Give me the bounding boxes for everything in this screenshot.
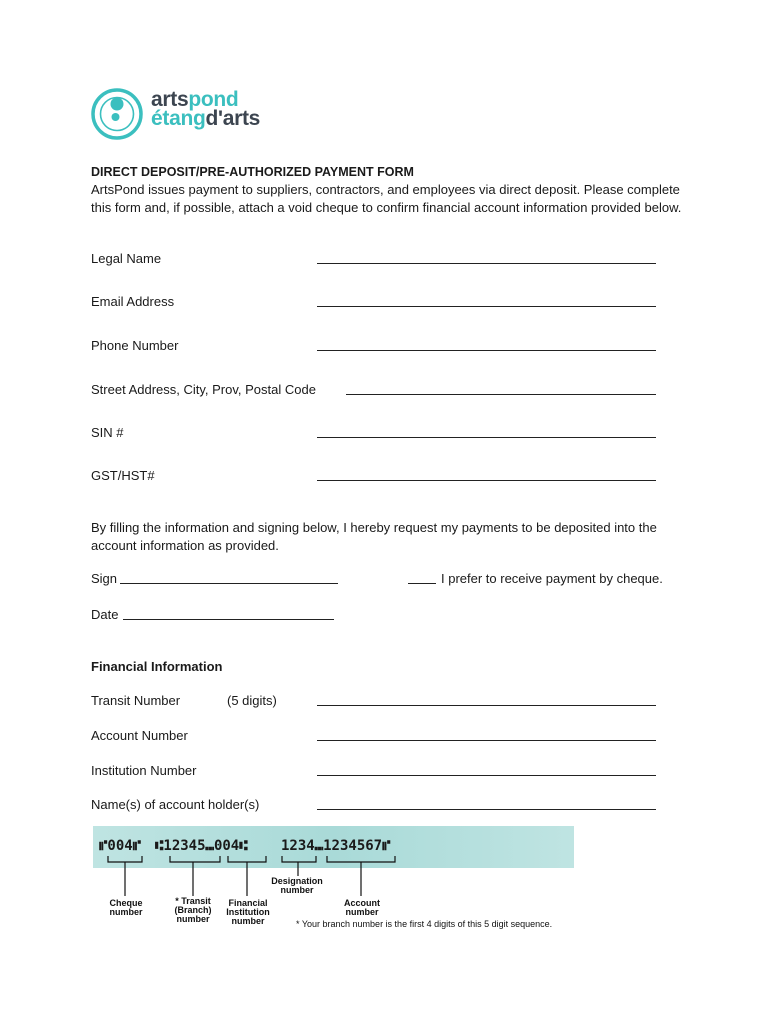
holder-field[interactable] [317, 809, 656, 810]
legal-name-label: Legal Name [91, 251, 162, 266]
account-label: Account Number [91, 728, 188, 743]
transit-label: Transit Number [91, 693, 181, 708]
sin-label: SIN # [91, 425, 124, 440]
holder-label: Name(s) of account holder(s) [91, 797, 260, 812]
form-title: DIRECT DEPOSIT/PRE-AUTHORIZED PAYMENT FORM [91, 165, 414, 179]
sin-field[interactable] [317, 437, 656, 438]
address-field[interactable] [346, 394, 656, 395]
transit-field[interactable] [317, 705, 656, 706]
institution-label: Institution Number [91, 763, 197, 778]
caption-designation-number: Designation number [271, 876, 323, 895]
form-intro: ArtsPond issues payment to suppliers, contractors, and employees via direct deposit. Please complete this form and, if possible, attach a void cheque to confirm financial account information provided below. [91, 182, 682, 215]
date-field[interactable] [123, 619, 334, 620]
account-field[interactable] [317, 740, 656, 741]
cheque-preference-label: I prefer to receive payment by cheque. [441, 571, 663, 586]
branch-footnote: * Your branch number is the first 4 digits of this 5 digit sequence. [296, 919, 553, 929]
logo-pond: pond [188, 88, 239, 111]
logo-wordmark [151, 90, 260, 128]
caption-account-number: Account number [344, 898, 380, 917]
transit-hint: (5 digits) [227, 693, 277, 708]
artspond-logo-icon [90, 86, 146, 142]
logo-darts: d'arts [205, 107, 261, 130]
gst-field[interactable] [317, 480, 656, 481]
caption-institution-number: Financial Institution number [226, 898, 270, 926]
consent-text: By filling the information and signing below, I hereby request my payments to be deposited into the account information as provided. [91, 520, 657, 553]
phone-label: Phone Number [91, 338, 179, 353]
email-label: Email Address [91, 294, 175, 309]
sign-label: Sign [91, 571, 118, 586]
signature-field[interactable] [120, 583, 338, 584]
institution-field[interactable] [317, 775, 656, 776]
logo-arts: arts [151, 88, 189, 111]
address-label: Street Address, City, Prov, Postal Code [91, 382, 316, 397]
micr-designation-account: 1234⑉1234567⑈ [281, 838, 391, 854]
financial-heading: Financial Information [91, 659, 223, 674]
cheque-preference-checkbox[interactable] [408, 583, 436, 584]
date-label: Date [91, 607, 119, 622]
email-field[interactable] [317, 306, 656, 307]
logo-etang: étang [151, 107, 206, 130]
legal-name-field[interactable] [317, 263, 656, 264]
caption-cheque-number: Cheque number [109, 898, 143, 917]
phone-field[interactable] [317, 350, 656, 351]
artspond-logo [90, 86, 290, 146]
gst-label: GST/HST# [91, 468, 155, 483]
micr-cheque-number: ⑈004⑈ [99, 838, 142, 854]
micr-transit-institution: ⑆12345⑉004⑆ [155, 838, 248, 854]
caption-transit-number: * Transit (Branch) number [174, 896, 212, 924]
